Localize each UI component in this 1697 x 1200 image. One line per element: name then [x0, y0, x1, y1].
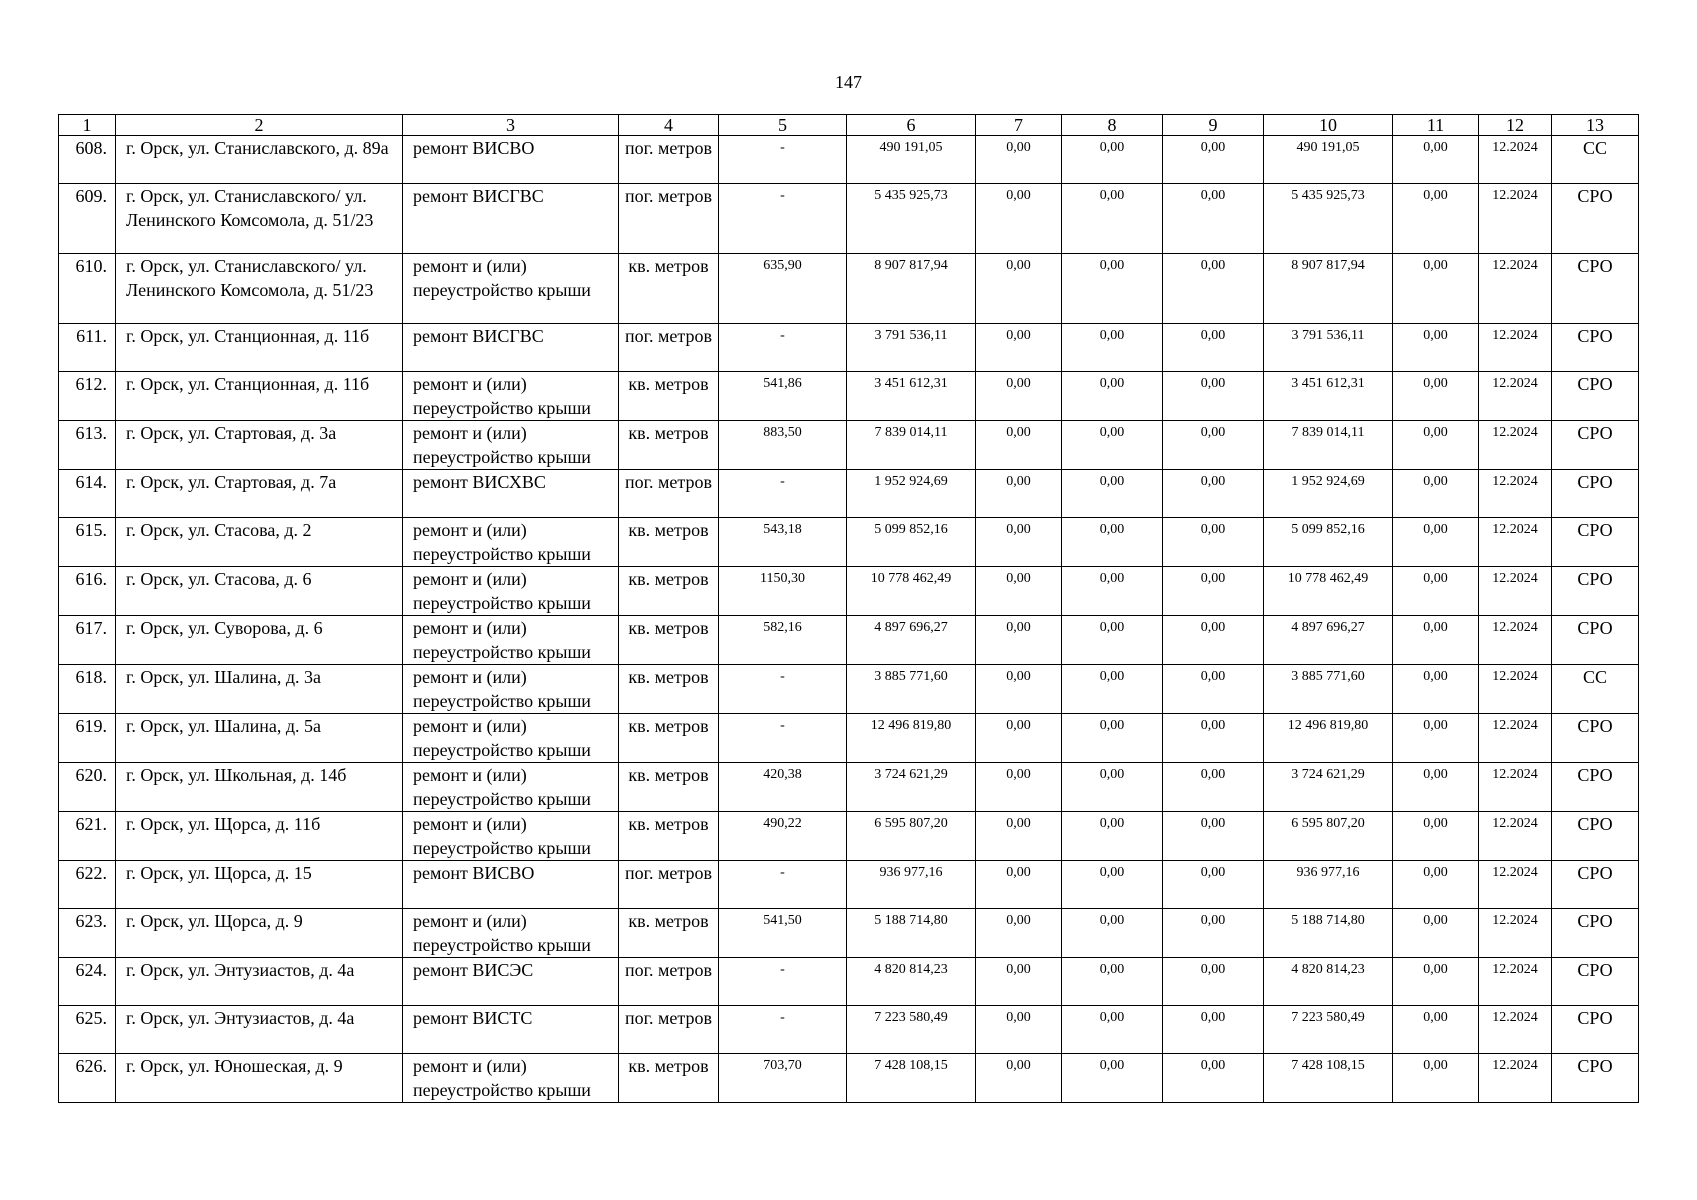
table-row	[59, 421, 1639, 470]
table-row	[59, 184, 1639, 254]
address-cell: г. Орск, ул. Станиславского, д. 89а	[116, 136, 403, 184]
row-number: 610.	[59, 254, 116, 324]
area-cell: 420,38	[719, 763, 847, 812]
cost-col8-cell: 0,00	[1062, 421, 1163, 470]
repair-plan-table	[58, 114, 1639, 1103]
cost-col11-cell: 0,00	[1393, 184, 1479, 254]
total-cost-cell: 8 907 817,94	[847, 254, 976, 324]
cost-col10-cell: 1 952 924,69	[1264, 470, 1393, 518]
cost-col9-cell: 0,00	[1163, 714, 1264, 763]
fund-method-cell: СРО	[1552, 324, 1639, 372]
area-cell: 582,16	[719, 616, 847, 665]
cost-col7-cell: 0,00	[976, 665, 1062, 714]
deadline-cell: 12.2024	[1479, 665, 1552, 714]
cost-col7-cell: 0,00	[976, 184, 1062, 254]
row-number: 611.	[59, 324, 116, 372]
cost-col10-cell: 4 820 814,23	[1264, 958, 1393, 1006]
unit-cell: кв. метров	[619, 1054, 719, 1103]
address-cell: г. Орск, ул. Школьная, д. 14б	[116, 763, 403, 812]
fund-method-cell: СРО	[1552, 254, 1639, 324]
row-number: 626.	[59, 1054, 116, 1103]
address-cell: г. Орск, ул. Энтузиастов, д. 4а	[116, 1006, 403, 1054]
cost-col9-cell: 0,00	[1163, 567, 1264, 616]
table-row	[59, 324, 1639, 372]
row-number: 618.	[59, 665, 116, 714]
fund-method-cell: СРО	[1552, 763, 1639, 812]
table-row	[59, 958, 1639, 1006]
cost-col8-cell: 0,00	[1062, 1054, 1163, 1103]
work-type-cell: ремонт ВИСГВС	[403, 324, 619, 372]
fund-method-cell: СРО	[1552, 421, 1639, 470]
cost-col11-cell: 0,00	[1393, 958, 1479, 1006]
total-cost-cell: 5 435 925,73	[847, 184, 976, 254]
total-cost-cell: 1 952 924,69	[847, 470, 976, 518]
unit-cell: кв. метров	[619, 567, 719, 616]
table-row	[59, 812, 1639, 861]
total-cost-cell: 3 451 612,31	[847, 372, 976, 421]
page-number: 147	[835, 72, 862, 92]
work-type-cell: ремонт и (или) переустройство крыши	[403, 567, 619, 616]
cost-col7-cell: 0,00	[976, 958, 1062, 1006]
cost-col9-cell: 0,00	[1163, 665, 1264, 714]
unit-cell: кв. метров	[619, 518, 719, 567]
cost-col7-cell: 0,00	[976, 1006, 1062, 1054]
address-cell: г. Орск, ул. Станционная, д. 11б	[116, 372, 403, 421]
cost-col8-cell: 0,00	[1062, 184, 1163, 254]
unit-cell: кв. метров	[619, 812, 719, 861]
row-number: 624.	[59, 958, 116, 1006]
total-cost-cell: 3 885 771,60	[847, 665, 976, 714]
total-cost-cell: 3 791 536,11	[847, 324, 976, 372]
address-cell: г. Орск, ул. Стасова, д. 6	[116, 567, 403, 616]
row-number: 622.	[59, 861, 116, 909]
deadline-cell: 12.2024	[1479, 421, 1552, 470]
table-row	[59, 909, 1639, 958]
cost-col11-cell: 0,00	[1393, 254, 1479, 324]
row-number: 617.	[59, 616, 116, 665]
row-number: 621.	[59, 812, 116, 861]
deadline-cell: 12.2024	[1479, 812, 1552, 861]
area-cell: -	[719, 1006, 847, 1054]
total-cost-cell: 3 724 621,29	[847, 763, 976, 812]
work-type-cell: ремонт ВИСТС	[403, 1006, 619, 1054]
cost-col8-cell: 0,00	[1062, 324, 1163, 372]
column-header: 3	[403, 115, 619, 136]
fund-method-cell: СРО	[1552, 958, 1639, 1006]
cost-col7-cell: 0,00	[976, 254, 1062, 324]
cost-col10-cell: 8 907 817,94	[1264, 254, 1393, 324]
column-header: 13	[1552, 115, 1639, 136]
unit-cell: пог. метров	[619, 184, 719, 254]
cost-col11-cell: 0,00	[1393, 372, 1479, 421]
cost-col8-cell: 0,00	[1062, 714, 1163, 763]
cost-col11-cell: 0,00	[1393, 812, 1479, 861]
cost-col9-cell: 0,00	[1163, 421, 1264, 470]
work-type-cell: ремонт и (или) переустройство крыши	[403, 763, 619, 812]
cost-col11-cell: 0,00	[1393, 518, 1479, 567]
cost-col7-cell: 0,00	[976, 372, 1062, 421]
table-row	[59, 518, 1639, 567]
cost-col9-cell: 0,00	[1163, 616, 1264, 665]
table-row	[59, 1054, 1639, 1103]
cost-col8-cell: 0,00	[1062, 470, 1163, 518]
cost-col9-cell: 0,00	[1163, 324, 1264, 372]
cost-col7-cell: 0,00	[976, 421, 1062, 470]
cost-col8-cell: 0,00	[1062, 254, 1163, 324]
cost-col10-cell: 6 595 807,20	[1264, 812, 1393, 861]
cost-col9-cell: 0,00	[1163, 861, 1264, 909]
area-cell: -	[719, 470, 847, 518]
unit-cell: кв. метров	[619, 372, 719, 421]
cost-col11-cell: 0,00	[1393, 136, 1479, 184]
row-number: 609.	[59, 184, 116, 254]
total-cost-cell: 4 820 814,23	[847, 958, 976, 1006]
deadline-cell: 12.2024	[1479, 616, 1552, 665]
cost-col11-cell: 0,00	[1393, 616, 1479, 665]
address-cell: г. Орск, ул. Станиславского/ ул. Ленинского Комсомола, д. 51/23	[116, 254, 403, 324]
cost-col11-cell: 0,00	[1393, 567, 1479, 616]
work-type-cell: ремонт и (или) переустройство крыши	[403, 812, 619, 861]
area-cell: -	[719, 665, 847, 714]
work-type-cell: ремонт и (или) переустройство крыши	[403, 616, 619, 665]
fund-method-cell: СРО	[1552, 518, 1639, 567]
cost-col11-cell: 0,00	[1393, 324, 1479, 372]
cost-col7-cell: 0,00	[976, 1054, 1062, 1103]
cost-col9-cell: 0,00	[1163, 909, 1264, 958]
deadline-cell: 12.2024	[1479, 184, 1552, 254]
total-cost-cell: 4 897 696,27	[847, 616, 976, 665]
fund-method-cell: СРО	[1552, 372, 1639, 421]
deadline-cell: 12.2024	[1479, 763, 1552, 812]
column-number-row	[59, 115, 1639, 136]
cost-col8-cell: 0,00	[1062, 763, 1163, 812]
cost-col7-cell: 0,00	[976, 567, 1062, 616]
cost-col10-cell: 936 977,16	[1264, 861, 1393, 909]
cost-col7-cell: 0,00	[976, 812, 1062, 861]
deadline-cell: 12.2024	[1479, 861, 1552, 909]
fund-method-cell: СРО	[1552, 812, 1639, 861]
work-type-cell: ремонт и (или) переустройство крыши	[403, 909, 619, 958]
row-number: 608.	[59, 136, 116, 184]
cost-col8-cell: 0,00	[1062, 861, 1163, 909]
column-header: 1	[59, 115, 116, 136]
row-number: 619.	[59, 714, 116, 763]
row-number: 623.	[59, 909, 116, 958]
row-number: 615.	[59, 518, 116, 567]
area-cell: -	[719, 136, 847, 184]
row-number: 614.	[59, 470, 116, 518]
unit-cell: кв. метров	[619, 763, 719, 812]
row-number: 625.	[59, 1006, 116, 1054]
cost-col10-cell: 3 724 621,29	[1264, 763, 1393, 812]
unit-cell: кв. метров	[619, 909, 719, 958]
deadline-cell: 12.2024	[1479, 136, 1552, 184]
cost-col8-cell: 0,00	[1062, 372, 1163, 421]
unit-cell: кв. метров	[619, 665, 719, 714]
area-cell: 1150,30	[719, 567, 847, 616]
total-cost-cell: 10 778 462,49	[847, 567, 976, 616]
deadline-cell: 12.2024	[1479, 1006, 1552, 1054]
deadline-cell: 12.2024	[1479, 1054, 1552, 1103]
cost-col11-cell: 0,00	[1393, 909, 1479, 958]
cost-col7-cell: 0,00	[976, 136, 1062, 184]
address-cell: г. Орск, ул. Стартовая, д. 7а	[116, 470, 403, 518]
unit-cell: пог. метров	[619, 470, 719, 518]
cost-col10-cell: 490 191,05	[1264, 136, 1393, 184]
cost-col10-cell: 3 885 771,60	[1264, 665, 1393, 714]
unit-cell: кв. метров	[619, 254, 719, 324]
address-cell: г. Орск, ул. Юношеская, д. 9	[116, 1054, 403, 1103]
area-cell: 543,18	[719, 518, 847, 567]
column-header: 5	[719, 115, 847, 136]
table-row	[59, 567, 1639, 616]
deadline-cell: 12.2024	[1479, 372, 1552, 421]
fund-method-cell: СРО	[1552, 909, 1639, 958]
address-cell: г. Орск, ул. Стасова, д. 2	[116, 518, 403, 567]
address-cell: г. Орск, ул. Щорса, д. 9	[116, 909, 403, 958]
total-cost-cell: 5 188 714,80	[847, 909, 976, 958]
cost-col10-cell: 10 778 462,49	[1264, 567, 1393, 616]
cost-col8-cell: 0,00	[1062, 958, 1163, 1006]
column-header: 10	[1264, 115, 1393, 136]
total-cost-cell: 490 191,05	[847, 136, 976, 184]
table-row	[59, 1006, 1639, 1054]
cost-col7-cell: 0,00	[976, 763, 1062, 812]
column-header: 7	[976, 115, 1062, 136]
column-header: 2	[116, 115, 403, 136]
cost-col10-cell: 7 428 108,15	[1264, 1054, 1393, 1103]
table-row	[59, 136, 1639, 184]
work-type-cell: ремонт ВИСВО	[403, 861, 619, 909]
unit-cell: кв. метров	[619, 616, 719, 665]
cost-col11-cell: 0,00	[1393, 861, 1479, 909]
area-cell: 541,50	[719, 909, 847, 958]
area-cell: 703,70	[719, 1054, 847, 1103]
work-type-cell: ремонт ВИСХВС	[403, 470, 619, 518]
fund-method-cell: СРО	[1552, 1006, 1639, 1054]
cost-col7-cell: 0,00	[976, 616, 1062, 665]
cost-col9-cell: 0,00	[1163, 958, 1264, 1006]
work-type-cell: ремонт и (или) переустройство крыши	[403, 714, 619, 763]
fund-method-cell: СРО	[1552, 470, 1639, 518]
area-cell: 490,22	[719, 812, 847, 861]
address-cell: г. Орск, ул. Суворова, д. 6	[116, 616, 403, 665]
address-cell: г. Орск, ул. Станиславского/ ул. Ленинского Комсомола, д. 51/23	[116, 184, 403, 254]
work-type-cell: ремонт и (или) переустройство крыши	[403, 254, 619, 324]
address-cell: г. Орск, ул. Щорса, д. 15	[116, 861, 403, 909]
deadline-cell: 12.2024	[1479, 958, 1552, 1006]
cost-col9-cell: 0,00	[1163, 136, 1264, 184]
address-cell: г. Орск, ул. Шалина, д. 3а	[116, 665, 403, 714]
work-type-cell: ремонт и (или) переустройство крыши	[403, 518, 619, 567]
address-cell: г. Орск, ул. Шалина, д. 5а	[116, 714, 403, 763]
cost-col9-cell: 0,00	[1163, 470, 1264, 518]
unit-cell: пог. метров	[619, 1006, 719, 1054]
cost-col9-cell: 0,00	[1163, 1054, 1264, 1103]
work-type-cell: ремонт и (или) переустройство крыши	[403, 421, 619, 470]
deadline-cell: 12.2024	[1479, 254, 1552, 324]
area-cell: -	[719, 324, 847, 372]
fund-method-cell: СС	[1552, 136, 1639, 184]
cost-col11-cell: 0,00	[1393, 763, 1479, 812]
table-row	[59, 763, 1639, 812]
column-header: 11	[1393, 115, 1479, 136]
cost-col7-cell: 0,00	[976, 861, 1062, 909]
cost-col8-cell: 0,00	[1062, 518, 1163, 567]
total-cost-cell: 5 099 852,16	[847, 518, 976, 567]
address-cell: г. Орск, ул. Станционная, д. 11б	[116, 324, 403, 372]
area-cell: -	[719, 184, 847, 254]
fund-method-cell: СРО	[1552, 184, 1639, 254]
table-row	[59, 372, 1639, 421]
area-cell: 541,86	[719, 372, 847, 421]
address-cell: г. Орск, ул. Щорса, д. 11б	[116, 812, 403, 861]
fund-method-cell: СРО	[1552, 861, 1639, 909]
total-cost-cell: 7 223 580,49	[847, 1006, 976, 1054]
unit-cell: пог. метров	[619, 861, 719, 909]
cost-col10-cell: 4 897 696,27	[1264, 616, 1393, 665]
total-cost-cell: 6 595 807,20	[847, 812, 976, 861]
work-type-cell: ремонт ВИСГВС	[403, 184, 619, 254]
area-cell: -	[719, 714, 847, 763]
fund-method-cell: СС	[1552, 665, 1639, 714]
cost-col11-cell: 0,00	[1393, 470, 1479, 518]
fund-method-cell: СРО	[1552, 1054, 1639, 1103]
cost-col11-cell: 0,00	[1393, 665, 1479, 714]
cost-col7-cell: 0,00	[976, 470, 1062, 518]
table-row	[59, 616, 1639, 665]
column-header: 6	[847, 115, 976, 136]
column-header: 8	[1062, 115, 1163, 136]
cost-col8-cell: 0,00	[1062, 616, 1163, 665]
area-cell: 883,50	[719, 421, 847, 470]
cost-col9-cell: 0,00	[1163, 518, 1264, 567]
cost-col8-cell: 0,00	[1062, 567, 1163, 616]
cost-col9-cell: 0,00	[1163, 1006, 1264, 1054]
total-cost-cell: 12 496 819,80	[847, 714, 976, 763]
column-header: 12	[1479, 115, 1552, 136]
unit-cell: пог. метров	[619, 136, 719, 184]
fund-method-cell: СРО	[1552, 567, 1639, 616]
cost-col8-cell: 0,00	[1062, 812, 1163, 861]
cost-col10-cell: 3 791 536,11	[1264, 324, 1393, 372]
cost-col8-cell: 0,00	[1062, 909, 1163, 958]
table-row	[59, 254, 1639, 324]
cost-col7-cell: 0,00	[976, 518, 1062, 567]
cost-col9-cell: 0,00	[1163, 184, 1264, 254]
cost-col9-cell: 0,00	[1163, 372, 1264, 421]
work-type-cell: ремонт ВИСВО	[403, 136, 619, 184]
cost-col10-cell: 5 435 925,73	[1264, 184, 1393, 254]
address-cell: г. Орск, ул. Энтузиастов, д. 4а	[116, 958, 403, 1006]
cost-col11-cell: 0,00	[1393, 714, 1479, 763]
fund-method-cell: СРО	[1552, 616, 1639, 665]
table-row	[59, 470, 1639, 518]
row-number: 613.	[59, 421, 116, 470]
cost-col7-cell: 0,00	[976, 324, 1062, 372]
unit-cell: кв. метров	[619, 714, 719, 763]
table-row	[59, 861, 1639, 909]
total-cost-cell: 936 977,16	[847, 861, 976, 909]
table-row	[59, 665, 1639, 714]
cost-col10-cell: 12 496 819,80	[1264, 714, 1393, 763]
deadline-cell: 12.2024	[1479, 518, 1552, 567]
deadline-cell: 12.2024	[1479, 714, 1552, 763]
cost-col9-cell: 0,00	[1163, 254, 1264, 324]
total-cost-cell: 7 428 108,15	[847, 1054, 976, 1103]
column-header: 9	[1163, 115, 1264, 136]
row-number: 620.	[59, 763, 116, 812]
deadline-cell: 12.2024	[1479, 567, 1552, 616]
area-cell: 635,90	[719, 254, 847, 324]
cost-col8-cell: 0,00	[1062, 1006, 1163, 1054]
column-header: 4	[619, 115, 719, 136]
unit-cell: пог. метров	[619, 958, 719, 1006]
unit-cell: пог. метров	[619, 324, 719, 372]
work-type-cell: ремонт ВИСЭС	[403, 958, 619, 1006]
cost-col11-cell: 0,00	[1393, 1054, 1479, 1103]
unit-cell: кв. метров	[619, 421, 719, 470]
address-cell: г. Орск, ул. Стартовая, д. 3а	[116, 421, 403, 470]
cost-col8-cell: 0,00	[1062, 136, 1163, 184]
area-cell: -	[719, 861, 847, 909]
work-type-cell: ремонт и (или) переустройство крыши	[403, 1054, 619, 1103]
cost-col8-cell: 0,00	[1062, 665, 1163, 714]
cost-col10-cell: 5 099 852,16	[1264, 518, 1393, 567]
cost-col9-cell: 0,00	[1163, 763, 1264, 812]
row-number: 612.	[59, 372, 116, 421]
work-type-cell: ремонт и (или) переустройство крыши	[403, 372, 619, 421]
row-number: 616.	[59, 567, 116, 616]
cost-col7-cell: 0,00	[976, 909, 1062, 958]
cost-col11-cell: 0,00	[1393, 421, 1479, 470]
work-type-cell: ремонт и (или) переустройство крыши	[403, 665, 619, 714]
cost-col10-cell: 7 223 580,49	[1264, 1006, 1393, 1054]
deadline-cell: 12.2024	[1479, 324, 1552, 372]
cost-col10-cell: 3 451 612,31	[1264, 372, 1393, 421]
cost-col10-cell: 5 188 714,80	[1264, 909, 1393, 958]
cost-col7-cell: 0,00	[976, 714, 1062, 763]
total-cost-cell: 7 839 014,11	[847, 421, 976, 470]
fund-method-cell: СРО	[1552, 714, 1639, 763]
cost-col10-cell: 7 839 014,11	[1264, 421, 1393, 470]
table-row	[59, 714, 1639, 763]
deadline-cell: 12.2024	[1479, 909, 1552, 958]
area-cell: -	[719, 958, 847, 1006]
deadline-cell: 12.2024	[1479, 470, 1552, 518]
cost-col9-cell: 0,00	[1163, 812, 1264, 861]
cost-col11-cell: 0,00	[1393, 1006, 1479, 1054]
